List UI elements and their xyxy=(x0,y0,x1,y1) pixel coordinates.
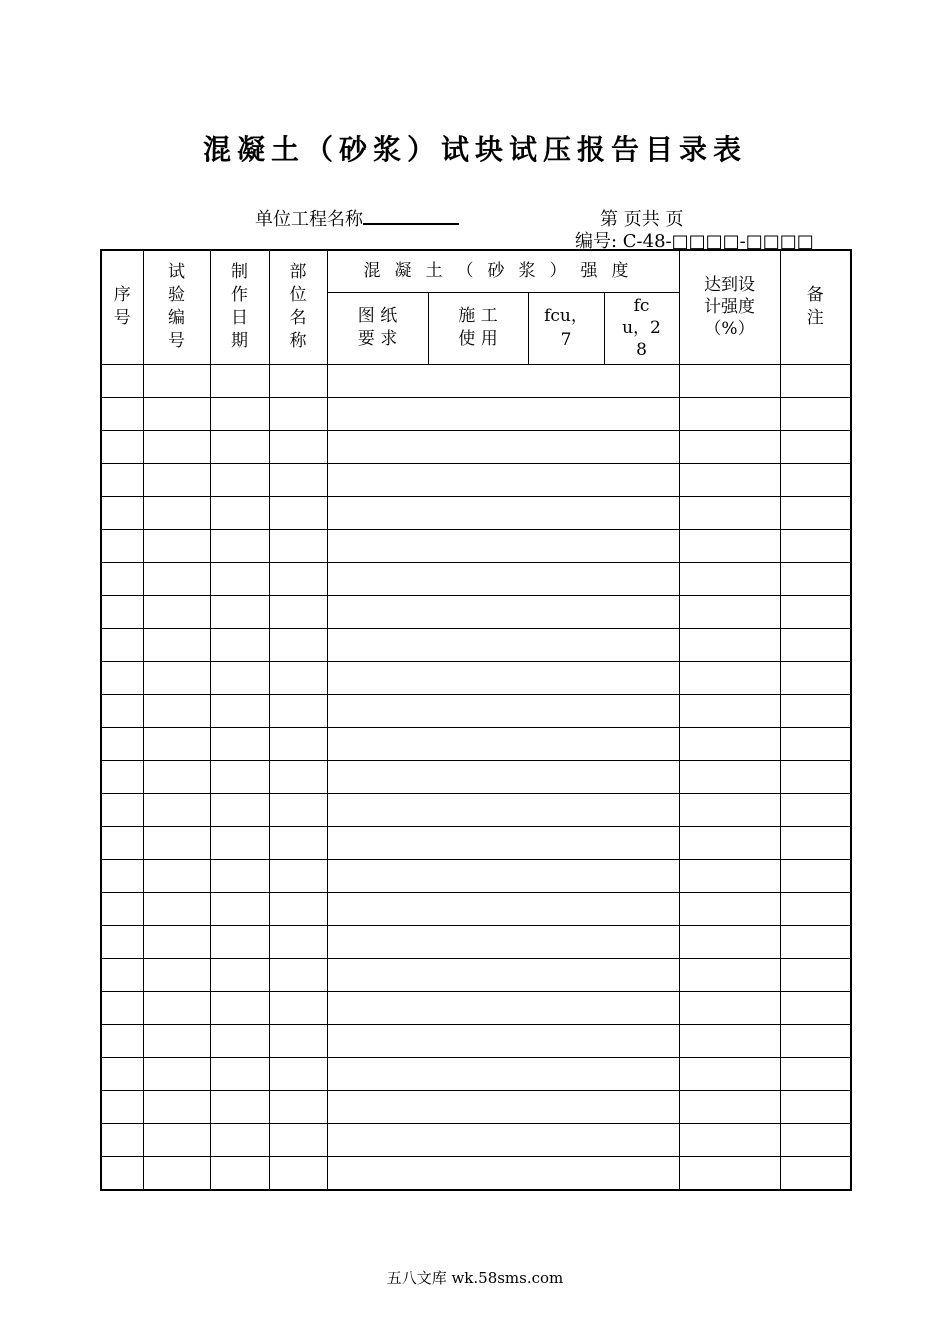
seq-cell[interactable] xyxy=(101,859,143,892)
make-date-cell[interactable] xyxy=(210,397,269,430)
test-no-cell[interactable] xyxy=(143,694,210,727)
part-name-cell[interactable] xyxy=(269,727,327,760)
test-no-cell[interactable] xyxy=(143,1123,210,1156)
test-no-cell[interactable] xyxy=(143,1024,210,1057)
seq-cell[interactable] xyxy=(101,562,143,595)
design-pct-cell[interactable] xyxy=(679,1090,780,1123)
remark-cell[interactable] xyxy=(780,826,851,859)
table-row xyxy=(101,1024,851,1057)
design-pct-cell[interactable] xyxy=(679,430,780,463)
make-date-cell[interactable] xyxy=(210,1123,269,1156)
make-date-cell[interactable] xyxy=(210,595,269,628)
remark-cell[interactable] xyxy=(780,760,851,793)
part-name-cell[interactable] xyxy=(269,562,327,595)
seq-cell[interactable] xyxy=(101,1156,143,1190)
document-code-line: 编号: C-48-□□□□-□□□□ xyxy=(575,231,814,252)
seq-cell[interactable] xyxy=(101,364,143,397)
test-no-cell[interactable] xyxy=(143,991,210,1024)
table-row xyxy=(101,991,851,1024)
report-index-table xyxy=(100,249,852,1191)
table-row xyxy=(101,826,851,859)
table-row xyxy=(101,859,851,892)
table-row xyxy=(101,760,851,793)
design-pct-cell[interactable] xyxy=(679,859,780,892)
remark-cell[interactable] xyxy=(780,562,851,595)
part-name-cell[interactable] xyxy=(269,463,327,496)
design-pct-cell[interactable] xyxy=(679,793,780,826)
remark-cell[interactable] xyxy=(780,958,851,991)
design-pct-cell[interactable] xyxy=(679,1156,780,1190)
part-name-cell[interactable] xyxy=(269,496,327,529)
test-no-cell[interactable] xyxy=(143,892,210,925)
strength-cell[interactable] xyxy=(327,760,679,793)
test-no-cell[interactable] xyxy=(143,628,210,661)
table-row xyxy=(101,925,851,958)
page-number-line: 第 页共 页 xyxy=(600,209,684,230)
strength-cell[interactable] xyxy=(327,364,679,397)
strength-cell[interactable] xyxy=(327,991,679,1024)
seq-cell[interactable] xyxy=(101,760,143,793)
table-row xyxy=(101,562,851,595)
strength-cell[interactable] xyxy=(327,694,679,727)
test-no-cell[interactable] xyxy=(143,1156,210,1190)
make-date-cell[interactable] xyxy=(210,661,269,694)
design-pct-cell[interactable] xyxy=(679,562,780,595)
design-pct-cell[interactable] xyxy=(679,529,780,562)
table-row xyxy=(101,793,851,826)
make-date-cell[interactable] xyxy=(210,991,269,1024)
seq-cell[interactable] xyxy=(101,1123,143,1156)
seq-cell[interactable] xyxy=(101,529,143,562)
remark-cell[interactable] xyxy=(780,859,851,892)
test-no-cell[interactable] xyxy=(143,958,210,991)
make-date-cell[interactable] xyxy=(210,925,269,958)
header-test-no: 试验编号 xyxy=(143,250,210,364)
remark-cell[interactable] xyxy=(780,1057,851,1090)
test-no-cell[interactable] xyxy=(143,430,210,463)
table-row xyxy=(101,397,851,430)
part-name-cell[interactable] xyxy=(269,1090,327,1123)
seq-cell[interactable] xyxy=(101,661,143,694)
table-row xyxy=(101,892,851,925)
part-name-cell[interactable] xyxy=(269,661,327,694)
part-name-cell[interactable] xyxy=(269,397,327,430)
part-name-cell[interactable] xyxy=(269,1024,327,1057)
table-row xyxy=(101,595,851,628)
make-date-cell[interactable] xyxy=(210,364,269,397)
seq-cell[interactable] xyxy=(101,925,143,958)
seq-cell[interactable] xyxy=(101,991,143,1024)
make-date-cell[interactable] xyxy=(210,892,269,925)
table-row xyxy=(101,430,851,463)
design-pct-cell[interactable] xyxy=(679,1024,780,1057)
seq-cell[interactable] xyxy=(101,595,143,628)
header-remark: 备注 xyxy=(780,250,851,364)
test-no-cell[interactable] xyxy=(143,529,210,562)
table-row xyxy=(101,1123,851,1156)
seq-cell[interactable] xyxy=(101,430,143,463)
part-name-cell[interactable] xyxy=(269,430,327,463)
seq-cell[interactable] xyxy=(101,1024,143,1057)
design-pct-cell[interactable] xyxy=(679,595,780,628)
remark-cell[interactable] xyxy=(780,496,851,529)
design-pct-cell[interactable] xyxy=(679,991,780,1024)
header-fcu7: fcu，7 xyxy=(528,292,604,364)
make-date-cell[interactable] xyxy=(210,760,269,793)
design-pct-cell[interactable] xyxy=(679,661,780,694)
strength-cell[interactable] xyxy=(327,892,679,925)
strength-cell[interactable] xyxy=(327,661,679,694)
test-no-cell[interactable] xyxy=(143,859,210,892)
design-pct-cell[interactable] xyxy=(679,760,780,793)
test-no-cell[interactable] xyxy=(143,397,210,430)
test-no-cell[interactable] xyxy=(143,562,210,595)
remark-cell[interactable] xyxy=(780,925,851,958)
header-make-date: 制作日期 xyxy=(210,250,269,364)
remark-cell[interactable] xyxy=(780,661,851,694)
header-design-pct: 达到设计强度（%） xyxy=(679,250,780,364)
remark-cell[interactable] xyxy=(780,430,851,463)
make-date-cell[interactable] xyxy=(210,1057,269,1090)
table-row xyxy=(101,1156,851,1190)
remark-cell[interactable] xyxy=(780,397,851,430)
header-part-name: 部位名称 xyxy=(269,250,327,364)
strength-cell[interactable] xyxy=(327,1090,679,1123)
table-row xyxy=(101,463,851,496)
footer-watermark: 五八文库 wk.58sms.com xyxy=(386,1269,564,1287)
table-row xyxy=(101,958,851,991)
strength-cell[interactable] xyxy=(327,628,679,661)
part-name-cell[interactable] xyxy=(269,595,327,628)
page-title: 混凝土（砂浆）试块试压报告目录表 xyxy=(202,133,747,166)
seq-cell[interactable] xyxy=(101,826,143,859)
design-pct-cell[interactable] xyxy=(679,628,780,661)
remark-cell[interactable] xyxy=(780,364,851,397)
part-name-cell[interactable] xyxy=(269,958,327,991)
design-pct-cell[interactable] xyxy=(679,727,780,760)
design-pct-cell[interactable] xyxy=(679,1057,780,1090)
strength-cell[interactable] xyxy=(327,496,679,529)
make-date-cell[interactable] xyxy=(210,562,269,595)
test-no-cell[interactable] xyxy=(143,661,210,694)
seq-cell[interactable] xyxy=(101,694,143,727)
seq-cell[interactable] xyxy=(101,1057,143,1090)
strength-cell[interactable] xyxy=(327,859,679,892)
part-name-cell[interactable] xyxy=(269,760,327,793)
remark-cell[interactable] xyxy=(780,463,851,496)
remark-cell[interactable] xyxy=(780,628,851,661)
table-row xyxy=(101,364,851,397)
strength-cell[interactable] xyxy=(327,430,679,463)
part-name-cell[interactable] xyxy=(269,859,327,892)
part-name-cell[interactable] xyxy=(269,1156,327,1190)
part-name-cell[interactable] xyxy=(269,793,327,826)
header-drawing-req: 图 纸 要 求 xyxy=(327,292,428,364)
make-date-cell[interactable] xyxy=(210,529,269,562)
test-no-cell[interactable] xyxy=(143,760,210,793)
strength-cell[interactable] xyxy=(327,529,679,562)
header-fcu28: fcu，28 xyxy=(604,292,679,364)
remark-cell[interactable] xyxy=(780,1123,851,1156)
make-date-cell[interactable] xyxy=(210,430,269,463)
strength-cell[interactable] xyxy=(327,1024,679,1057)
seq-cell[interactable] xyxy=(101,397,143,430)
part-name-cell[interactable] xyxy=(269,826,327,859)
remark-cell[interactable] xyxy=(780,991,851,1024)
design-pct-cell[interactable] xyxy=(679,496,780,529)
make-date-cell[interactable] xyxy=(210,793,269,826)
test-no-cell[interactable] xyxy=(143,1057,210,1090)
test-no-cell[interactable] xyxy=(143,463,210,496)
header-construction-use: 施 工 使 用 xyxy=(428,292,528,364)
table-row xyxy=(101,628,851,661)
seq-cell[interactable] xyxy=(101,727,143,760)
design-pct-cell[interactable] xyxy=(679,364,780,397)
design-pct-cell[interactable] xyxy=(679,892,780,925)
design-pct-cell[interactable] xyxy=(679,1123,780,1156)
part-name-cell[interactable] xyxy=(269,1123,327,1156)
strength-cell[interactable] xyxy=(327,925,679,958)
make-date-cell[interactable] xyxy=(210,628,269,661)
test-no-cell[interactable] xyxy=(143,496,210,529)
test-no-cell[interactable] xyxy=(143,595,210,628)
table-row xyxy=(101,529,851,562)
remark-cell[interactable] xyxy=(780,595,851,628)
make-date-cell[interactable] xyxy=(210,1090,269,1123)
strength-cell[interactable] xyxy=(327,463,679,496)
table-row xyxy=(101,1057,851,1090)
strength-cell[interactable] xyxy=(327,793,679,826)
seq-cell[interactable] xyxy=(101,793,143,826)
remark-cell[interactable] xyxy=(780,1156,851,1190)
strength-cell[interactable] xyxy=(327,826,679,859)
part-name-cell[interactable] xyxy=(269,991,327,1024)
strength-cell[interactable] xyxy=(327,958,679,991)
part-name-cell[interactable] xyxy=(269,628,327,661)
remark-cell[interactable] xyxy=(780,529,851,562)
make-date-cell[interactable] xyxy=(210,694,269,727)
test-no-cell[interactable] xyxy=(143,1090,210,1123)
strength-cell[interactable] xyxy=(327,1123,679,1156)
design-pct-cell[interactable] xyxy=(679,694,780,727)
table-row xyxy=(101,727,851,760)
remark-cell[interactable] xyxy=(780,1090,851,1123)
strength-cell[interactable] xyxy=(327,397,679,430)
design-pct-cell[interactable] xyxy=(679,397,780,430)
remark-cell[interactable] xyxy=(780,727,851,760)
strength-cell[interactable] xyxy=(327,1156,679,1190)
remark-cell[interactable] xyxy=(780,694,851,727)
test-no-cell[interactable] xyxy=(143,793,210,826)
make-date-cell[interactable] xyxy=(210,727,269,760)
test-no-cell[interactable] xyxy=(143,727,210,760)
header-strength-group: 混凝土（砂浆）强度 xyxy=(327,250,679,292)
part-name-cell[interactable] xyxy=(269,694,327,727)
make-date-cell[interactable] xyxy=(210,463,269,496)
seq-cell[interactable] xyxy=(101,1090,143,1123)
make-date-cell[interactable] xyxy=(210,826,269,859)
make-date-cell[interactable] xyxy=(210,1156,269,1190)
test-no-cell[interactable] xyxy=(143,364,210,397)
seq-cell[interactable] xyxy=(101,958,143,991)
table-row xyxy=(101,1090,851,1123)
test-no-cell[interactable] xyxy=(143,925,210,958)
table-row xyxy=(101,496,851,529)
make-date-cell[interactable] xyxy=(210,1024,269,1057)
make-date-cell[interactable] xyxy=(210,859,269,892)
part-name-cell[interactable] xyxy=(269,925,327,958)
header-seq: 序号 xyxy=(101,250,143,364)
strength-cell[interactable] xyxy=(327,595,679,628)
part-name-cell[interactable] xyxy=(269,364,327,397)
design-pct-cell[interactable] xyxy=(679,463,780,496)
remark-cell[interactable] xyxy=(780,793,851,826)
strength-cell[interactable] xyxy=(327,727,679,760)
seq-cell[interactable] xyxy=(101,628,143,661)
unit-project-name-line xyxy=(255,205,459,231)
design-pct-cell[interactable] xyxy=(679,958,780,991)
seq-cell[interactable] xyxy=(101,463,143,496)
part-name-cell[interactable] xyxy=(269,529,327,562)
make-date-cell[interactable] xyxy=(210,958,269,991)
part-name-cell[interactable] xyxy=(269,892,327,925)
test-no-cell[interactable] xyxy=(143,826,210,859)
part-name-cell[interactable] xyxy=(269,1057,327,1090)
seq-cell[interactable] xyxy=(101,496,143,529)
strength-cell[interactable] xyxy=(327,1057,679,1090)
remark-cell[interactable] xyxy=(780,1024,851,1057)
table-row xyxy=(101,694,851,727)
unit-project-name-blank[interactable] xyxy=(363,205,459,225)
seq-cell[interactable] xyxy=(101,892,143,925)
table-row xyxy=(101,661,851,694)
strength-cell[interactable] xyxy=(327,562,679,595)
design-pct-cell[interactable] xyxy=(679,925,780,958)
make-date-cell[interactable] xyxy=(210,496,269,529)
remark-cell[interactable] xyxy=(780,892,851,925)
design-pct-cell[interactable] xyxy=(679,826,780,859)
unit-project-name-label: 单位工程名称 xyxy=(255,209,363,230)
